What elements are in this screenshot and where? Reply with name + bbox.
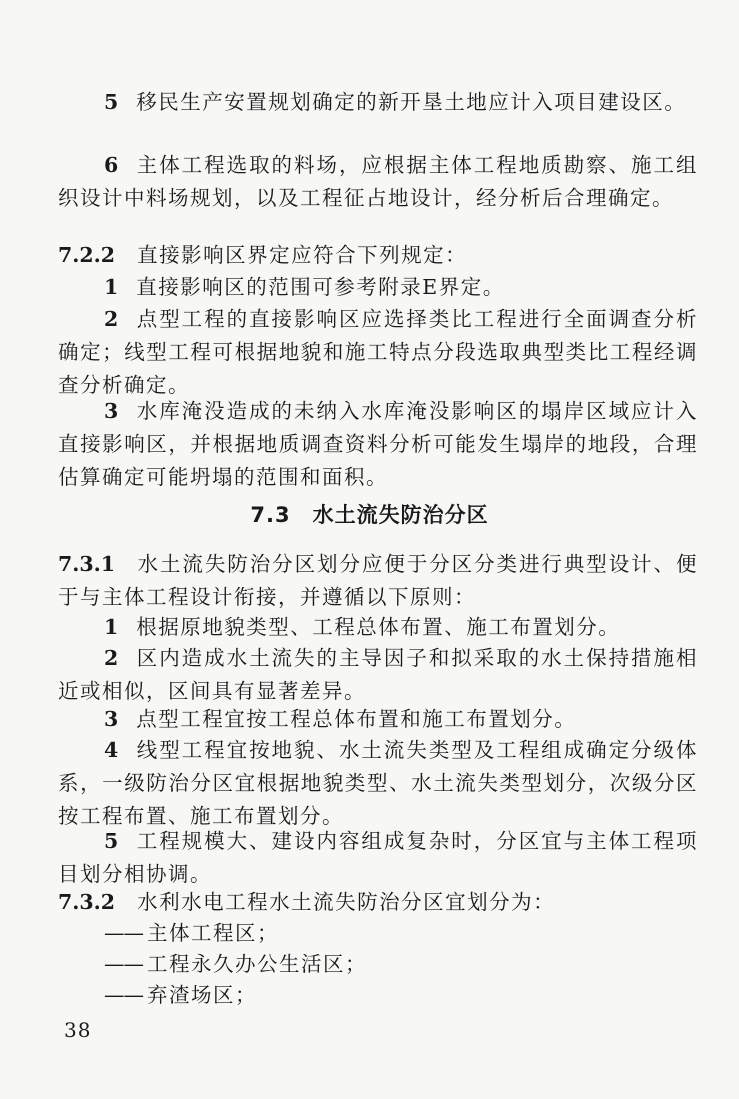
dash-mark: —— <box>104 921 143 945</box>
dash-list-item <box>104 917 279 950</box>
dash-mark: —— <box>104 983 143 1007</box>
clause-number: 7.2.2 <box>58 243 116 267</box>
item-number: 3 <box>104 707 119 731</box>
clause-paragraph <box>58 548 698 614</box>
item-text: 点型工程宜按工程总体布置和施工布置划分。 <box>136 707 577 731</box>
item-paragraph <box>58 149 698 215</box>
dash-list-item <box>104 979 257 1012</box>
item-paragraph <box>58 642 698 708</box>
item-paragraph <box>58 395 698 494</box>
item-paragraph <box>58 734 698 833</box>
section-title: 水土流失防治分区 <box>312 503 489 527</box>
item-paragraph <box>58 86 698 119</box>
item-number: 6 <box>104 153 119 177</box>
section-heading <box>0 499 739 529</box>
dash-list-text: 弃渣场区； <box>147 983 257 1007</box>
clause-text: 水土流失防治分区划分应便于分区分类进行典型设计、便于与主体工程设计衔接，并遵循以下原则： <box>58 552 698 609</box>
item-number: 5 <box>104 829 119 853</box>
item-number: 2 <box>104 307 119 331</box>
item-number: 5 <box>104 90 119 114</box>
clause-number: 7.3.1 <box>58 552 116 576</box>
clause-text: 水利水电工程水土流失防治分区宜划分为： <box>137 890 556 914</box>
item-paragraph <box>58 303 698 402</box>
item-paragraph <box>58 703 698 736</box>
dash-list-text: 主体工程区； <box>147 921 279 945</box>
dash-list-text: 工程永久办公生活区； <box>147 952 367 976</box>
item-text: 移民生产安置规划确定的新开垦土地应计入项目建设区。 <box>136 90 687 114</box>
item-text: 工程规模大、建设内容组成复杂时，分区宜与主体工程项目划分相协调。 <box>58 829 698 886</box>
item-text: 线型工程宜按地貌、水土流失类型及工程组成确定分级体系，一级防治分区宜根据地貌类型、水土流失类型划分，次级分区按工程布置、施工布置划分。 <box>58 738 698 828</box>
section-number: 7.3 <box>250 503 291 527</box>
clause-number: 7.3.2 <box>58 890 116 914</box>
clause-text: 直接影响区界定应符合下列规定： <box>137 243 468 267</box>
item-text: 根据原地貌类型、工程总体布置、施工布置划分。 <box>136 615 621 639</box>
clause-paragraph <box>58 886 698 919</box>
item-paragraph <box>58 611 698 644</box>
page-number: 38 <box>64 1018 92 1042</box>
item-text: 直接影响区的范围可参考附录E界定。 <box>136 275 505 299</box>
item-paragraph <box>58 825 698 891</box>
clause-paragraph <box>58 239 698 272</box>
dash-mark: —— <box>104 952 143 976</box>
item-number: 2 <box>104 646 119 670</box>
item-paragraph <box>58 271 698 304</box>
dash-list-item <box>104 948 367 981</box>
item-number: 4 <box>104 738 119 762</box>
item-text: 区内造成水土流失的主导因子和拟采取的水土保持措施相近或相似，区间具有显著差异。 <box>58 646 698 703</box>
item-number: 3 <box>104 399 119 423</box>
item-text: 主体工程选取的料场，应根据主体工程地质勘察、施工组织设计中料场规划，以及工程征占地设计，经分析后合理确定。 <box>58 153 698 210</box>
item-number: 1 <box>104 615 119 639</box>
item-number: 1 <box>104 275 119 299</box>
item-text: 点型工程的直接影响区应选择类比工程进行全面调查分析确定；线型工程可根据地貌和施工特点分段选取典型类比工程经调查分析确定。 <box>58 307 698 397</box>
item-text: 水库淹没造成的未纳入水库淹没影响区的塌岸区域应计入直接影响区，并根据地质调查资料分析可能发生塌岸的地段，合理估算确定可能坍塌的范围和面积。 <box>58 399 698 489</box>
